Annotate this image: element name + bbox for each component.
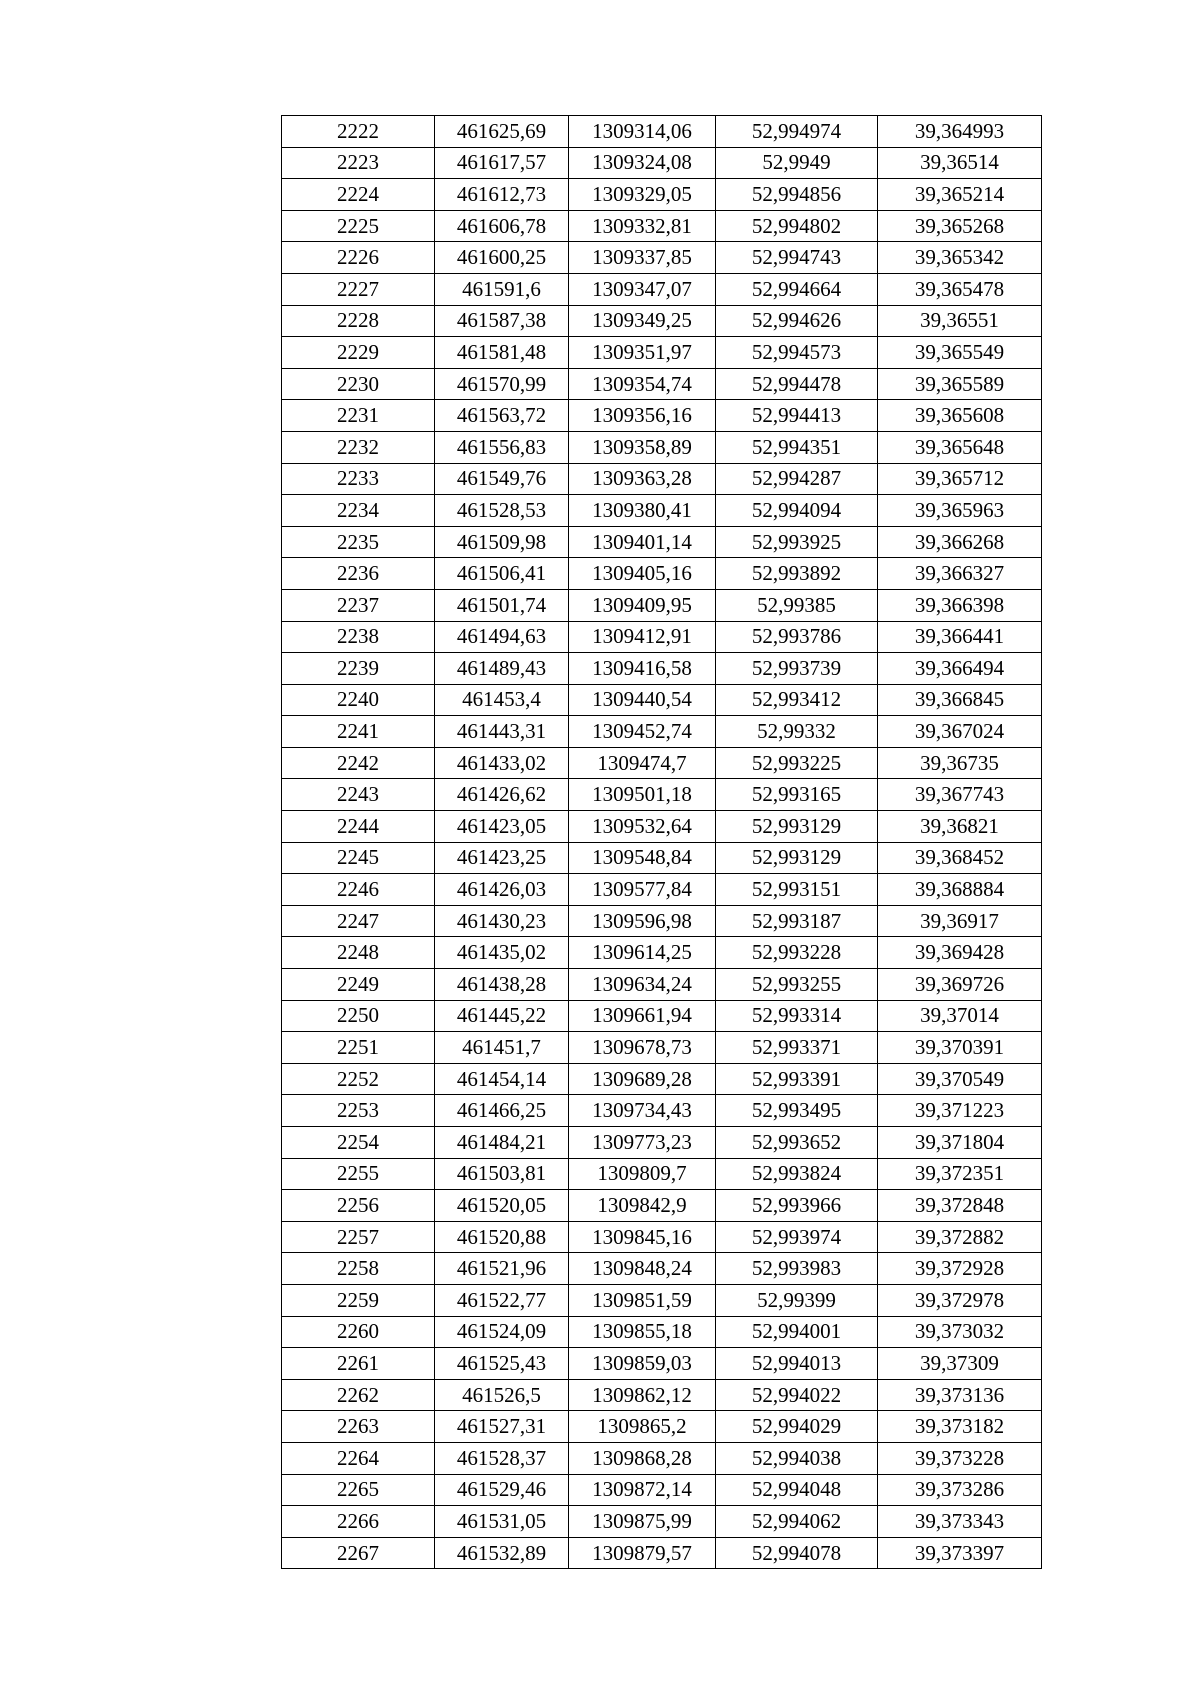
latitude-cell: 52,994413 bbox=[716, 400, 878, 432]
y-coordinate-cell: 1309532,64 bbox=[569, 811, 716, 843]
latitude-cell: 52,994478 bbox=[716, 368, 878, 400]
x-coordinate-cell: 461606,78 bbox=[435, 210, 569, 242]
table-row bbox=[282, 1348, 1042, 1380]
x-coordinate-cell: 461489,43 bbox=[435, 653, 569, 685]
longitude-cell: 39,368452 bbox=[878, 842, 1042, 874]
x-coordinate-cell: 461466,25 bbox=[435, 1095, 569, 1127]
x-coordinate-cell: 461503,81 bbox=[435, 1158, 569, 1190]
table-row bbox=[282, 1316, 1042, 1348]
x-coordinate-cell: 461556,83 bbox=[435, 431, 569, 463]
x-coordinate-cell: 461430,23 bbox=[435, 905, 569, 937]
latitude-cell: 52,994856 bbox=[716, 179, 878, 211]
latitude-cell: 52,993151 bbox=[716, 874, 878, 906]
table-row bbox=[282, 147, 1042, 179]
latitude-cell: 52,993165 bbox=[716, 779, 878, 811]
longitude-cell: 39,371223 bbox=[878, 1095, 1042, 1127]
longitude-cell: 39,365589 bbox=[878, 368, 1042, 400]
point-number-cell: 2234 bbox=[282, 495, 435, 527]
y-coordinate-cell: 1309412,91 bbox=[569, 621, 716, 653]
x-coordinate-cell: 461528,37 bbox=[435, 1442, 569, 1474]
table-row bbox=[282, 1095, 1042, 1127]
y-coordinate-cell: 1309872,14 bbox=[569, 1474, 716, 1506]
x-coordinate-cell: 461520,05 bbox=[435, 1190, 569, 1222]
latitude-cell: 52,993966 bbox=[716, 1190, 878, 1222]
table-row bbox=[282, 1506, 1042, 1538]
x-coordinate-cell: 461524,09 bbox=[435, 1316, 569, 1348]
y-coordinate-cell: 1309548,84 bbox=[569, 842, 716, 874]
y-coordinate-cell: 1309349,25 bbox=[569, 305, 716, 337]
point-number-cell: 2222 bbox=[282, 116, 435, 148]
x-coordinate-cell: 461501,74 bbox=[435, 589, 569, 621]
latitude-cell: 52,994062 bbox=[716, 1506, 878, 1538]
y-coordinate-cell: 1309356,16 bbox=[569, 400, 716, 432]
longitude-cell: 39,373286 bbox=[878, 1474, 1042, 1506]
longitude-cell: 39,366845 bbox=[878, 684, 1042, 716]
y-coordinate-cell: 1309859,03 bbox=[569, 1348, 716, 1380]
longitude-cell: 39,365478 bbox=[878, 273, 1042, 305]
longitude-cell: 39,373136 bbox=[878, 1379, 1042, 1411]
point-number-cell: 2224 bbox=[282, 179, 435, 211]
point-number-cell: 2244 bbox=[282, 811, 435, 843]
latitude-cell: 52,994001 bbox=[716, 1316, 878, 1348]
y-coordinate-cell: 1309440,54 bbox=[569, 684, 716, 716]
y-coordinate-cell: 1309868,28 bbox=[569, 1442, 716, 1474]
longitude-cell: 39,369428 bbox=[878, 937, 1042, 969]
x-coordinate-cell: 461549,76 bbox=[435, 463, 569, 495]
table-row bbox=[282, 684, 1042, 716]
point-number-cell: 2235 bbox=[282, 526, 435, 558]
table-row bbox=[282, 368, 1042, 400]
latitude-cell: 52,993652 bbox=[716, 1127, 878, 1159]
x-coordinate-cell: 461520,88 bbox=[435, 1221, 569, 1253]
latitude-cell: 52,9949 bbox=[716, 147, 878, 179]
latitude-cell: 52,993228 bbox=[716, 937, 878, 969]
table-row bbox=[282, 210, 1042, 242]
x-coordinate-cell: 461443,31 bbox=[435, 716, 569, 748]
x-coordinate-cell: 461587,38 bbox=[435, 305, 569, 337]
y-coordinate-cell: 1309862,12 bbox=[569, 1379, 716, 1411]
longitude-cell: 39,373343 bbox=[878, 1506, 1042, 1538]
y-coordinate-cell: 1309474,7 bbox=[569, 747, 716, 779]
longitude-cell: 39,365648 bbox=[878, 431, 1042, 463]
table-row bbox=[282, 1284, 1042, 1316]
table-row bbox=[282, 400, 1042, 432]
y-coordinate-cell: 1309337,85 bbox=[569, 242, 716, 274]
point-number-cell: 2257 bbox=[282, 1221, 435, 1253]
table-row bbox=[282, 1221, 1042, 1253]
table-row bbox=[282, 431, 1042, 463]
latitude-cell: 52,994351 bbox=[716, 431, 878, 463]
y-coordinate-cell: 1309351,97 bbox=[569, 337, 716, 369]
y-coordinate-cell: 1309734,43 bbox=[569, 1095, 716, 1127]
x-coordinate-cell: 461451,7 bbox=[435, 1032, 569, 1064]
latitude-cell: 52,99385 bbox=[716, 589, 878, 621]
longitude-cell: 39,365214 bbox=[878, 179, 1042, 211]
latitude-cell: 52,993892 bbox=[716, 558, 878, 590]
point-number-cell: 2266 bbox=[282, 1506, 435, 1538]
x-coordinate-cell: 461454,14 bbox=[435, 1063, 569, 1095]
table-row bbox=[282, 1063, 1042, 1095]
y-coordinate-cell: 1309358,89 bbox=[569, 431, 716, 463]
point-number-cell: 2225 bbox=[282, 210, 435, 242]
point-number-cell: 2231 bbox=[282, 400, 435, 432]
point-number-cell: 2267 bbox=[282, 1537, 435, 1569]
table-row bbox=[282, 1000, 1042, 1032]
x-coordinate-cell: 461531,05 bbox=[435, 1506, 569, 1538]
point-number-cell: 2230 bbox=[282, 368, 435, 400]
y-coordinate-cell: 1309845,16 bbox=[569, 1221, 716, 1253]
point-number-cell: 2243 bbox=[282, 779, 435, 811]
table-row bbox=[282, 495, 1042, 527]
y-coordinate-cell: 1309689,28 bbox=[569, 1063, 716, 1095]
point-number-cell: 2248 bbox=[282, 937, 435, 969]
table-row bbox=[282, 811, 1042, 843]
y-coordinate-cell: 1309661,94 bbox=[569, 1000, 716, 1032]
latitude-cell: 52,993824 bbox=[716, 1158, 878, 1190]
table-row bbox=[282, 273, 1042, 305]
longitude-cell: 39,371804 bbox=[878, 1127, 1042, 1159]
latitude-cell: 52,993412 bbox=[716, 684, 878, 716]
longitude-cell: 39,366327 bbox=[878, 558, 1042, 590]
y-coordinate-cell: 1309855,18 bbox=[569, 1316, 716, 1348]
x-coordinate-cell: 461526,5 bbox=[435, 1379, 569, 1411]
table-row bbox=[282, 905, 1042, 937]
longitude-cell: 39,36735 bbox=[878, 747, 1042, 779]
point-number-cell: 2252 bbox=[282, 1063, 435, 1095]
longitude-cell: 39,36514 bbox=[878, 147, 1042, 179]
point-number-cell: 2245 bbox=[282, 842, 435, 874]
x-coordinate-cell: 461525,43 bbox=[435, 1348, 569, 1380]
y-coordinate-cell: 1309324,08 bbox=[569, 147, 716, 179]
table-row bbox=[282, 937, 1042, 969]
latitude-cell: 52,993129 bbox=[716, 811, 878, 843]
y-coordinate-cell: 1309634,24 bbox=[569, 969, 716, 1001]
x-coordinate-cell: 461581,48 bbox=[435, 337, 569, 369]
point-number-cell: 2227 bbox=[282, 273, 435, 305]
longitude-cell: 39,365712 bbox=[878, 463, 1042, 495]
x-coordinate-cell: 461617,57 bbox=[435, 147, 569, 179]
point-number-cell: 2226 bbox=[282, 242, 435, 274]
latitude-cell: 52,994974 bbox=[716, 116, 878, 148]
y-coordinate-cell: 1309363,28 bbox=[569, 463, 716, 495]
latitude-cell: 52,99399 bbox=[716, 1284, 878, 1316]
point-number-cell: 2264 bbox=[282, 1442, 435, 1474]
point-number-cell: 2249 bbox=[282, 969, 435, 1001]
y-coordinate-cell: 1309773,23 bbox=[569, 1127, 716, 1159]
table-row bbox=[282, 621, 1042, 653]
point-number-cell: 2258 bbox=[282, 1253, 435, 1285]
longitude-cell: 39,366398 bbox=[878, 589, 1042, 621]
longitude-cell: 39,368884 bbox=[878, 874, 1042, 906]
longitude-cell: 39,37309 bbox=[878, 1348, 1042, 1380]
point-number-cell: 2253 bbox=[282, 1095, 435, 1127]
latitude-cell: 52,994287 bbox=[716, 463, 878, 495]
x-coordinate-cell: 461570,99 bbox=[435, 368, 569, 400]
latitude-cell: 52,994094 bbox=[716, 495, 878, 527]
latitude-cell: 52,994013 bbox=[716, 1348, 878, 1380]
point-number-cell: 2239 bbox=[282, 653, 435, 685]
y-coordinate-cell: 1309452,74 bbox=[569, 716, 716, 748]
latitude-cell: 52,994022 bbox=[716, 1379, 878, 1411]
latitude-cell: 52,993371 bbox=[716, 1032, 878, 1064]
x-coordinate-cell: 461433,02 bbox=[435, 747, 569, 779]
point-number-cell: 2259 bbox=[282, 1284, 435, 1316]
x-coordinate-cell: 461423,05 bbox=[435, 811, 569, 843]
longitude-cell: 39,36917 bbox=[878, 905, 1042, 937]
x-coordinate-cell: 461435,02 bbox=[435, 937, 569, 969]
longitude-cell: 39,370391 bbox=[878, 1032, 1042, 1064]
table-row bbox=[282, 305, 1042, 337]
table-row bbox=[282, 179, 1042, 211]
table-row bbox=[282, 1379, 1042, 1411]
table-row bbox=[282, 747, 1042, 779]
x-coordinate-cell: 461591,6 bbox=[435, 273, 569, 305]
latitude-cell: 52,99332 bbox=[716, 716, 878, 748]
y-coordinate-cell: 1309851,59 bbox=[569, 1284, 716, 1316]
point-number-cell: 2229 bbox=[282, 337, 435, 369]
x-coordinate-cell: 461484,21 bbox=[435, 1127, 569, 1159]
table-row bbox=[282, 589, 1042, 621]
y-coordinate-cell: 1309501,18 bbox=[569, 779, 716, 811]
longitude-cell: 39,373182 bbox=[878, 1411, 1042, 1443]
y-coordinate-cell: 1309809,7 bbox=[569, 1158, 716, 1190]
latitude-cell: 52,994078 bbox=[716, 1537, 878, 1569]
point-number-cell: 2236 bbox=[282, 558, 435, 590]
point-number-cell: 2255 bbox=[282, 1158, 435, 1190]
table-row bbox=[282, 558, 1042, 590]
y-coordinate-cell: 1309405,16 bbox=[569, 558, 716, 590]
x-coordinate-cell: 461521,96 bbox=[435, 1253, 569, 1285]
x-coordinate-cell: 461438,28 bbox=[435, 969, 569, 1001]
latitude-cell: 52,994743 bbox=[716, 242, 878, 274]
latitude-cell: 52,994029 bbox=[716, 1411, 878, 1443]
y-coordinate-cell: 1309879,57 bbox=[569, 1537, 716, 1569]
point-number-cell: 2250 bbox=[282, 1000, 435, 1032]
y-coordinate-cell: 1309401,14 bbox=[569, 526, 716, 558]
longitude-cell: 39,365608 bbox=[878, 400, 1042, 432]
point-number-cell: 2228 bbox=[282, 305, 435, 337]
table-row bbox=[282, 1032, 1042, 1064]
latitude-cell: 52,993739 bbox=[716, 653, 878, 685]
latitude-cell: 52,993983 bbox=[716, 1253, 878, 1285]
table-row bbox=[282, 842, 1042, 874]
latitude-cell: 52,994802 bbox=[716, 210, 878, 242]
y-coordinate-cell: 1309875,99 bbox=[569, 1506, 716, 1538]
point-number-cell: 2241 bbox=[282, 716, 435, 748]
y-coordinate-cell: 1309380,41 bbox=[569, 495, 716, 527]
latitude-cell: 52,994048 bbox=[716, 1474, 878, 1506]
y-coordinate-cell: 1309347,07 bbox=[569, 273, 716, 305]
table-row bbox=[282, 1411, 1042, 1443]
y-coordinate-cell: 1309842,9 bbox=[569, 1190, 716, 1222]
x-coordinate-cell: 461494,63 bbox=[435, 621, 569, 653]
x-coordinate-cell: 461426,62 bbox=[435, 779, 569, 811]
table-row bbox=[282, 116, 1042, 148]
longitude-cell: 39,365342 bbox=[878, 242, 1042, 274]
x-coordinate-cell: 461625,69 bbox=[435, 116, 569, 148]
x-coordinate-cell: 461423,25 bbox=[435, 842, 569, 874]
x-coordinate-cell: 461528,53 bbox=[435, 495, 569, 527]
table-row bbox=[282, 874, 1042, 906]
latitude-cell: 52,993187 bbox=[716, 905, 878, 937]
longitude-cell: 39,372882 bbox=[878, 1221, 1042, 1253]
x-coordinate-cell: 461529,46 bbox=[435, 1474, 569, 1506]
longitude-cell: 39,372978 bbox=[878, 1284, 1042, 1316]
table-row bbox=[282, 1474, 1042, 1506]
longitude-cell: 39,365963 bbox=[878, 495, 1042, 527]
longitude-cell: 39,372848 bbox=[878, 1190, 1042, 1222]
y-coordinate-cell: 1309409,95 bbox=[569, 589, 716, 621]
table-row bbox=[282, 337, 1042, 369]
point-number-cell: 2251 bbox=[282, 1032, 435, 1064]
point-number-cell: 2223 bbox=[282, 147, 435, 179]
table-row bbox=[282, 969, 1042, 1001]
y-coordinate-cell: 1309678,73 bbox=[569, 1032, 716, 1064]
x-coordinate-cell: 461509,98 bbox=[435, 526, 569, 558]
point-number-cell: 2232 bbox=[282, 431, 435, 463]
table-row bbox=[282, 653, 1042, 685]
point-number-cell: 2254 bbox=[282, 1127, 435, 1159]
longitude-cell: 39,369726 bbox=[878, 969, 1042, 1001]
longitude-cell: 39,365268 bbox=[878, 210, 1042, 242]
longitude-cell: 39,366494 bbox=[878, 653, 1042, 685]
longitude-cell: 39,373032 bbox=[878, 1316, 1042, 1348]
longitude-cell: 39,370549 bbox=[878, 1063, 1042, 1095]
table-row bbox=[282, 242, 1042, 274]
y-coordinate-cell: 1309848,24 bbox=[569, 1253, 716, 1285]
latitude-cell: 52,993314 bbox=[716, 1000, 878, 1032]
x-coordinate-cell: 461563,72 bbox=[435, 400, 569, 432]
longitude-cell: 39,36821 bbox=[878, 811, 1042, 843]
latitude-cell: 52,994664 bbox=[716, 273, 878, 305]
y-coordinate-cell: 1309865,2 bbox=[569, 1411, 716, 1443]
x-coordinate-cell: 461527,31 bbox=[435, 1411, 569, 1443]
longitude-cell: 39,367024 bbox=[878, 716, 1042, 748]
latitude-cell: 52,993255 bbox=[716, 969, 878, 1001]
point-number-cell: 2263 bbox=[282, 1411, 435, 1443]
longitude-cell: 39,373397 bbox=[878, 1537, 1042, 1569]
x-coordinate-cell: 461506,41 bbox=[435, 558, 569, 590]
latitude-cell: 52,993391 bbox=[716, 1063, 878, 1095]
table-row bbox=[282, 526, 1042, 558]
x-coordinate-cell: 461426,03 bbox=[435, 874, 569, 906]
x-coordinate-cell: 461612,73 bbox=[435, 179, 569, 211]
x-coordinate-cell: 461600,25 bbox=[435, 242, 569, 274]
longitude-cell: 39,36551 bbox=[878, 305, 1042, 337]
y-coordinate-cell: 1309416,58 bbox=[569, 653, 716, 685]
latitude-cell: 52,993495 bbox=[716, 1095, 878, 1127]
table-row bbox=[282, 716, 1042, 748]
longitude-cell: 39,367743 bbox=[878, 779, 1042, 811]
y-coordinate-cell: 1309332,81 bbox=[569, 210, 716, 242]
x-coordinate-cell: 461532,89 bbox=[435, 1537, 569, 1569]
table-row bbox=[282, 463, 1042, 495]
latitude-cell: 52,993225 bbox=[716, 747, 878, 779]
point-number-cell: 2242 bbox=[282, 747, 435, 779]
table-row bbox=[282, 779, 1042, 811]
point-number-cell: 2233 bbox=[282, 463, 435, 495]
y-coordinate-cell: 1309354,74 bbox=[569, 368, 716, 400]
point-number-cell: 2238 bbox=[282, 621, 435, 653]
table-row bbox=[282, 1253, 1042, 1285]
table-row bbox=[282, 1127, 1042, 1159]
point-number-cell: 2256 bbox=[282, 1190, 435, 1222]
longitude-cell: 39,372928 bbox=[878, 1253, 1042, 1285]
y-coordinate-cell: 1309596,98 bbox=[569, 905, 716, 937]
y-coordinate-cell: 1309577,84 bbox=[569, 874, 716, 906]
table-row bbox=[282, 1158, 1042, 1190]
coordinates-table bbox=[281, 115, 1042, 1569]
longitude-cell: 39,37014 bbox=[878, 1000, 1042, 1032]
longitude-cell: 39,366268 bbox=[878, 526, 1042, 558]
latitude-cell: 52,994626 bbox=[716, 305, 878, 337]
point-number-cell: 2265 bbox=[282, 1474, 435, 1506]
table-row bbox=[282, 1442, 1042, 1474]
point-number-cell: 2261 bbox=[282, 1348, 435, 1380]
point-number-cell: 2246 bbox=[282, 874, 435, 906]
y-coordinate-cell: 1309614,25 bbox=[569, 937, 716, 969]
latitude-cell: 52,994038 bbox=[716, 1442, 878, 1474]
longitude-cell: 39,372351 bbox=[878, 1158, 1042, 1190]
longitude-cell: 39,365549 bbox=[878, 337, 1042, 369]
latitude-cell: 52,993925 bbox=[716, 526, 878, 558]
y-coordinate-cell: 1309314,06 bbox=[569, 116, 716, 148]
table-row bbox=[282, 1537, 1042, 1569]
latitude-cell: 52,993974 bbox=[716, 1221, 878, 1253]
longitude-cell: 39,364993 bbox=[878, 116, 1042, 148]
point-number-cell: 2260 bbox=[282, 1316, 435, 1348]
x-coordinate-cell: 461522,77 bbox=[435, 1284, 569, 1316]
point-number-cell: 2262 bbox=[282, 1379, 435, 1411]
latitude-cell: 52,993129 bbox=[716, 842, 878, 874]
longitude-cell: 39,366441 bbox=[878, 621, 1042, 653]
x-coordinate-cell: 461445,22 bbox=[435, 1000, 569, 1032]
coordinates-table-body bbox=[282, 116, 1042, 1569]
latitude-cell: 52,993786 bbox=[716, 621, 878, 653]
point-number-cell: 2237 bbox=[282, 589, 435, 621]
point-number-cell: 2240 bbox=[282, 684, 435, 716]
y-coordinate-cell: 1309329,05 bbox=[569, 179, 716, 211]
latitude-cell: 52,994573 bbox=[716, 337, 878, 369]
point-number-cell: 2247 bbox=[282, 905, 435, 937]
longitude-cell: 39,373228 bbox=[878, 1442, 1042, 1474]
x-coordinate-cell: 461453,4 bbox=[435, 684, 569, 716]
table-row bbox=[282, 1190, 1042, 1222]
